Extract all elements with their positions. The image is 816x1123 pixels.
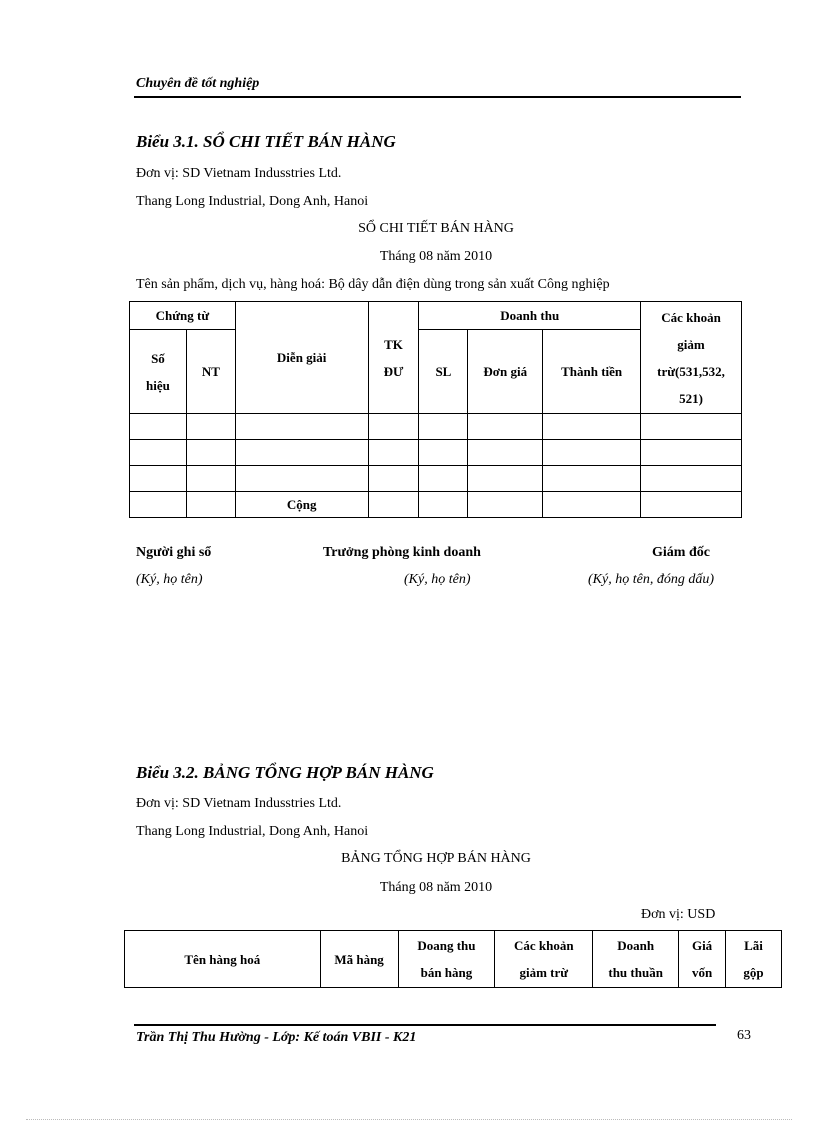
header-account-line-2: ĐƯ <box>383 363 404 379</box>
footer-divider <box>134 1024 716 1026</box>
header-sales-revenue-line-1: Doang thu <box>417 938 476 953</box>
header-net-revenue-line-1: Doanh <box>617 938 655 953</box>
header-goods-code: Mã hàng <box>320 931 398 988</box>
header-account-line-1: TK <box>384 336 403 352</box>
header-deductions-line-2: giảm <box>677 336 705 352</box>
table-row <box>130 440 742 466</box>
header-deductions-line-1: Các khoản <box>661 309 721 325</box>
header-amount: Thành tiền <box>543 330 641 414</box>
header-voucher-number <box>130 330 187 414</box>
header-voucher: Chứng từ <box>130 302 236 330</box>
signature-bookkeeper-title: Người ghi sổ <box>136 545 212 560</box>
section-2-currency-unit: Đơn vị: USD <box>641 907 716 922</box>
header-cost-line-1: Giá <box>691 938 713 953</box>
header-gross-profit-line-1: Lãi <box>744 938 763 953</box>
header-voucher-number-line-1: Số <box>151 350 165 366</box>
section-2-address-line: Thang Long Industrial, Dong Anh, Hanoi <box>136 824 369 839</box>
table-row <box>130 466 742 492</box>
signature-director-note: (Ký, họ tên, đóng dấu) <box>588 572 714 587</box>
header-gross-profit <box>726 931 782 988</box>
header-divider <box>134 96 741 98</box>
header-sales-revenue <box>398 931 495 988</box>
sales-detail-table <box>129 301 742 518</box>
header-voucher-date: NT <box>186 330 235 414</box>
sales-summary-table <box>124 930 782 988</box>
header-voucher-number-line-2: hiệu <box>146 377 170 393</box>
header-deductions-line-3: trừ(531,532, <box>657 363 725 379</box>
section-2-period: Tháng 08 năm 2010 <box>379 880 493 895</box>
header-sales-revenue-line-2: bán hàng <box>420 965 473 980</box>
page-bottom-border <box>26 1119 792 1120</box>
document-header-title: Chuyên đề tốt nghiệp <box>136 76 260 91</box>
section-2-table-title: BẢNG TỔNG HỢP BÁN HÀNG <box>341 851 531 866</box>
header-cost-line-2: vốn <box>691 965 713 980</box>
header-revenue: Doanh thu <box>419 302 641 330</box>
signature-bookkeeper-note: (Ký, họ tên) <box>136 572 203 587</box>
header-summary-deductions <box>495 931 593 988</box>
header-cost <box>679 931 726 988</box>
header-quantity: SL <box>419 330 468 414</box>
header-description: Diễn giải <box>235 302 368 414</box>
page-number: 63 <box>737 1028 751 1043</box>
section-1-address-line: Thang Long Industrial, Dong Anh, Hanoi <box>136 194 369 209</box>
header-deductions-line-4: 521) <box>679 390 703 406</box>
header-account <box>368 302 419 414</box>
section-1-period: Tháng 08 năm 2010 <box>379 249 493 264</box>
table-row <box>130 414 742 440</box>
header-net-revenue-line-2: thu thuần <box>608 965 663 980</box>
section-1-unit-line: Đơn vị: SD Vietnam Indusstries Ltd. <box>136 166 342 181</box>
header-goods-name: Tên hàng hoá <box>125 931 321 988</box>
section-1-table-title: SỔ CHI TIẾT BÁN HÀNG <box>358 221 514 236</box>
signature-sales-manager-note: (Ký, họ tên) <box>404 572 471 587</box>
section-2-heading: Biểu 3.2. BẢNG TỔNG HỢP BÁN HÀNG <box>136 763 434 782</box>
total-row <box>130 492 742 518</box>
total-label: Cộng <box>235 492 368 518</box>
header-deductions <box>641 302 742 414</box>
section-2-unit-line: Đơn vị: SD Vietnam Indusstries Ltd. <box>136 796 342 811</box>
header-summary-deductions-line-2: giảm trừ <box>519 965 569 980</box>
section-1-heading: Biểu 3.1. SỔ CHI TIẾT BÁN HÀNG <box>136 132 396 151</box>
header-net-revenue <box>593 931 679 988</box>
header-summary-deductions-line-1: Các khoản <box>513 938 574 953</box>
section-1-product-line: Tên sản phẩm, dịch vụ, hàng hoá: Bộ dây dẫn điện dùng trong sản xuất Công nghiệp <box>136 277 610 292</box>
header-gross-profit-line-2: gộp <box>743 965 764 980</box>
signature-director-title: Giám đốc <box>652 545 710 560</box>
signature-sales-manager-title: Trưởng phòng kinh doanh <box>323 545 481 560</box>
header-unit-price: Đơn giá <box>468 330 543 414</box>
footer-author: Trần Thị Thu Hường - Lớp: Kế toán VBII - K21 <box>136 1030 417 1045</box>
